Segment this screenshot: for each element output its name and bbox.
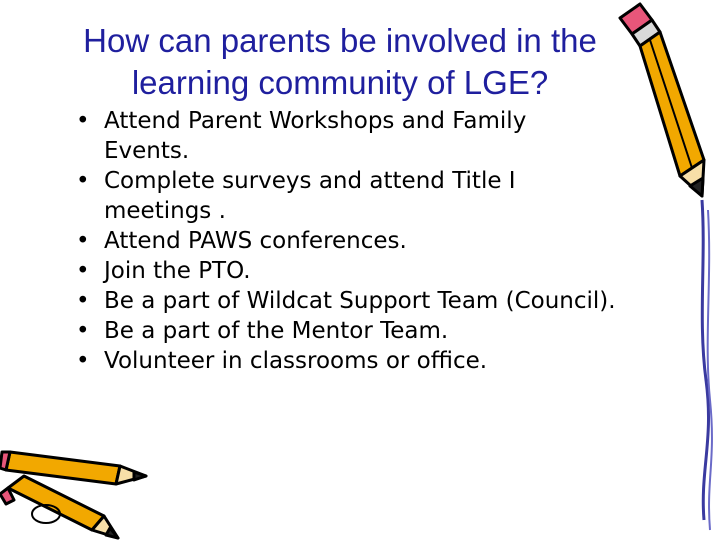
title-line-2: learning community of LGE? [131,64,549,101]
bullet-item-workshops [76,106,616,166]
bullet-dot: • [76,228,90,254]
bullet-item-pto [76,256,616,286]
bullet-text: Attend PAWS conferences. [104,228,407,254]
title-line-1: How can parents be involved in the [83,22,597,59]
pencil-icon [606,0,720,540]
bullet-item-mentor [76,316,616,346]
bullet-text: Attend Parent Workshops and Family Events. [104,108,527,164]
bullet-text: Be a part of the Mentor Team. [104,318,449,344]
slide-title [40,20,640,104]
bullet-dot: • [76,108,90,134]
bullet-dot: • [76,168,90,194]
crossed-pencils-icon [0,418,160,540]
bullet-dot: • [76,348,90,374]
bullet-text: Join the PTO. [104,258,251,284]
bullet-text: Volunteer in classrooms or office. [104,348,488,374]
bullet-text: Be a part of Wildcat Support Team (Council). [104,288,616,314]
bullet-item-support-team [76,286,616,316]
bullet-text: Complete surveys and attend Title I meetings . [104,168,516,224]
bullet-item-volunteer [76,346,616,376]
bullet-item-surveys [76,166,616,226]
bullet-dot: • [76,288,90,314]
bullet-dot: • [76,258,90,284]
bullet-item-paws [76,226,616,256]
bullet-list [76,106,616,376]
bullet-dot: • [76,318,90,344]
